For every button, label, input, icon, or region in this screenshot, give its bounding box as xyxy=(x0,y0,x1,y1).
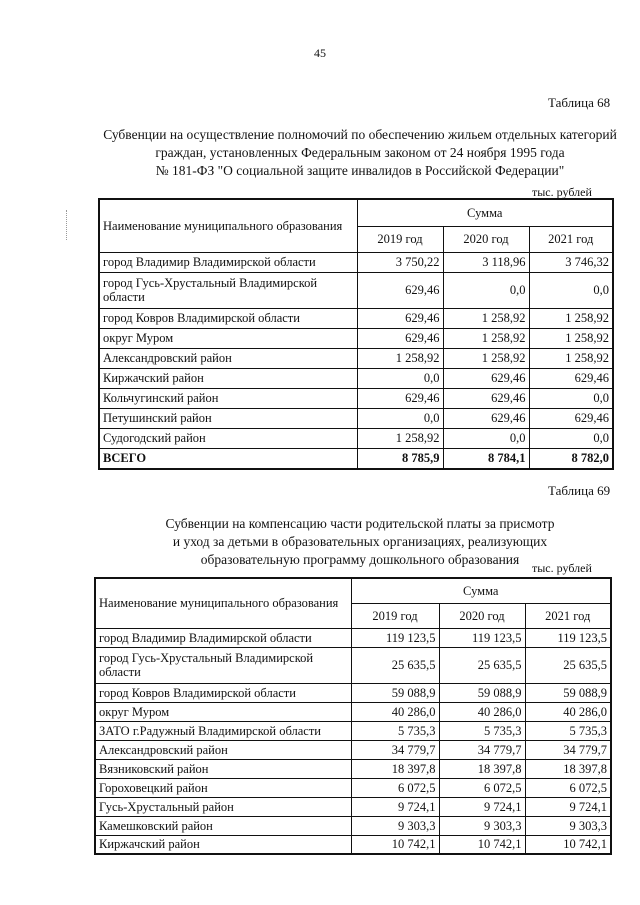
table-row xyxy=(99,328,613,348)
table-header-row xyxy=(95,578,611,603)
table-row xyxy=(99,252,613,272)
row-name: Вязниковский район xyxy=(95,759,351,778)
value-2019: 119 123,5 xyxy=(351,628,439,647)
value-2021: 629,46 xyxy=(529,368,613,388)
value-2019: 1 258,92 xyxy=(357,348,443,368)
header-name: Наименование муниципального образования xyxy=(99,199,357,252)
value-2021: 0,0 xyxy=(529,428,613,448)
value-2021: 9 724,1 xyxy=(525,797,611,816)
heading-line: Субвенции на осуществление полномочий по обеспечению жильем отдельных категорий xyxy=(103,127,617,142)
value-2020: 1 258,92 xyxy=(443,348,529,368)
value-2021: 5 735,3 xyxy=(525,721,611,740)
value-2020: 629,46 xyxy=(443,388,529,408)
table-69 xyxy=(94,577,612,855)
value-2021: 9 303,3 xyxy=(525,816,611,835)
table-row xyxy=(99,308,613,328)
table-68-units: тыс. рублей xyxy=(532,185,592,199)
value-2020: 0,0 xyxy=(443,272,529,308)
value-2019: 629,46 xyxy=(357,388,443,408)
value-2021: 629,46 xyxy=(529,408,613,428)
row-name: Камешковский район xyxy=(95,816,351,835)
header-year: 2021 год xyxy=(525,603,611,628)
table-row xyxy=(99,272,613,308)
page-number: 45 xyxy=(314,46,326,60)
total-value: 8 785,9 xyxy=(357,448,443,469)
row-name: город Владимир Владимирской области xyxy=(99,252,357,272)
row-name: Киржачский район xyxy=(95,835,351,854)
total-value: 8 782,0 xyxy=(529,448,613,469)
row-name: Александровский район xyxy=(95,740,351,759)
table-row xyxy=(95,778,611,797)
value-2019: 0,0 xyxy=(357,368,443,388)
value-2019: 5 735,3 xyxy=(351,721,439,740)
value-2020: 5 735,3 xyxy=(439,721,525,740)
total-row xyxy=(99,448,613,469)
value-2019: 0,0 xyxy=(357,408,443,428)
value-2021: 1 258,92 xyxy=(529,348,613,368)
value-2020: 9 303,3 xyxy=(439,816,525,835)
table-row xyxy=(95,702,611,721)
row-name: Киржачский район xyxy=(99,368,357,388)
value-2021: 6 072,5 xyxy=(525,778,611,797)
value-2021: 10 742,1 xyxy=(525,835,611,854)
value-2019: 629,46 xyxy=(357,328,443,348)
table-row xyxy=(99,408,613,428)
heading-line: и уход за детьми в образовательных организациях, реализующих xyxy=(172,534,548,549)
table-row xyxy=(99,388,613,408)
table-69-label: Таблица 69 xyxy=(548,483,611,498)
value-2021: 119 123,5 xyxy=(525,628,611,647)
table-row xyxy=(95,740,611,759)
table-row xyxy=(95,628,611,647)
header-year: 2019 год xyxy=(351,603,439,628)
row-name: Судогодский район xyxy=(99,428,357,448)
table-68 xyxy=(98,198,614,470)
row-name: Гороховецкий район xyxy=(95,778,351,797)
header-name: Наименование муниципального образования xyxy=(95,578,351,628)
value-2020: 1 258,92 xyxy=(443,328,529,348)
value-2020: 59 088,9 xyxy=(439,683,525,702)
value-2020: 3 118,96 xyxy=(443,252,529,272)
value-2021: 3 746,32 xyxy=(529,252,613,272)
value-2021: 1 258,92 xyxy=(529,328,613,348)
table-header-row xyxy=(99,199,613,226)
table-row xyxy=(95,721,611,740)
table-68-label: Таблица 68 xyxy=(548,95,611,110)
value-2020: 0,0 xyxy=(443,428,529,448)
table-68-heading xyxy=(100,126,620,180)
table-69-units: тыс. рублей xyxy=(532,561,592,575)
value-2020: 119 123,5 xyxy=(439,628,525,647)
value-2020: 40 286,0 xyxy=(439,702,525,721)
value-2021: 18 397,8 xyxy=(525,759,611,778)
value-2020: 6 072,5 xyxy=(439,778,525,797)
row-name: Кольчугинский район xyxy=(99,388,357,408)
table-row xyxy=(99,368,613,388)
value-2020: 18 397,8 xyxy=(439,759,525,778)
value-2019: 9 303,3 xyxy=(351,816,439,835)
header-year: 2020 год xyxy=(443,226,529,252)
table-row xyxy=(95,835,611,854)
value-2020: 1 258,92 xyxy=(443,308,529,328)
value-2019: 59 088,9 xyxy=(351,683,439,702)
table-row xyxy=(99,348,613,368)
table-row xyxy=(95,683,611,702)
value-2019: 18 397,8 xyxy=(351,759,439,778)
row-name: город Владимир Владимирской области xyxy=(95,628,351,647)
table-row xyxy=(95,647,611,683)
value-2021: 25 635,5 xyxy=(525,647,611,683)
header-year: 2020 год xyxy=(439,603,525,628)
value-2019: 9 724,1 xyxy=(351,797,439,816)
value-2019: 1 258,92 xyxy=(357,428,443,448)
value-2020: 10 742,1 xyxy=(439,835,525,854)
total-value: 8 784,1 xyxy=(443,448,529,469)
table-row xyxy=(95,816,611,835)
row-name: город Ковров Владимирской области xyxy=(95,683,351,702)
value-2021: 0,0 xyxy=(529,388,613,408)
heading-line: № 181-ФЗ "О социальной защите инвалидов в Российской Федерации" xyxy=(155,163,565,178)
table-row xyxy=(95,797,611,816)
value-2019: 629,46 xyxy=(357,308,443,328)
row-name: Гусь-Хрустальный район xyxy=(95,797,351,816)
value-2021: 0,0 xyxy=(529,272,613,308)
row-name: ЗАТО г.Радужный Владимирской области xyxy=(95,721,351,740)
heading-line: граждан, установленных Федеральным законом от 24 ноября 1995 года xyxy=(155,145,565,160)
heading-line: Субвенции на компенсацию части родительской платы за присмотр xyxy=(165,516,555,531)
value-2021: 59 088,9 xyxy=(525,683,611,702)
value-2021: 1 258,92 xyxy=(529,308,613,328)
value-2019: 3 750,22 xyxy=(357,252,443,272)
header-sum: Сумма xyxy=(351,578,611,603)
total-label: ВСЕГО xyxy=(99,448,357,469)
value-2019: 10 742,1 xyxy=(351,835,439,854)
value-2019: 25 635,5 xyxy=(351,647,439,683)
header-sum: Сумма xyxy=(357,199,613,226)
value-2020: 9 724,1 xyxy=(439,797,525,816)
header-year: 2019 год xyxy=(357,226,443,252)
value-2020: 629,46 xyxy=(443,408,529,428)
value-2019: 629,46 xyxy=(357,272,443,308)
table-row xyxy=(95,759,611,778)
row-name: Александровский район xyxy=(99,348,357,368)
table-row xyxy=(99,428,613,448)
row-name: город Гусь-Хрустальный Владимирской области xyxy=(95,647,351,683)
heading-line: образовательную программу дошкольного образования xyxy=(200,552,520,567)
row-name: округ Муром xyxy=(95,702,351,721)
row-name: округ Муром xyxy=(99,328,357,348)
margin-mark xyxy=(66,210,68,240)
value-2020: 629,46 xyxy=(443,368,529,388)
row-name: Петушинский район xyxy=(99,408,357,428)
row-name: город Ковров Владимирской области xyxy=(99,308,357,328)
value-2019: 6 072,5 xyxy=(351,778,439,797)
value-2020: 34 779,7 xyxy=(439,740,525,759)
value-2020: 25 635,5 xyxy=(439,647,525,683)
value-2019: 34 779,7 xyxy=(351,740,439,759)
value-2021: 40 286,0 xyxy=(525,702,611,721)
value-2019: 40 286,0 xyxy=(351,702,439,721)
value-2021: 34 779,7 xyxy=(525,740,611,759)
header-year: 2021 год xyxy=(529,226,613,252)
row-name: город Гусь-Хрустальный Владимирской области xyxy=(99,272,357,308)
